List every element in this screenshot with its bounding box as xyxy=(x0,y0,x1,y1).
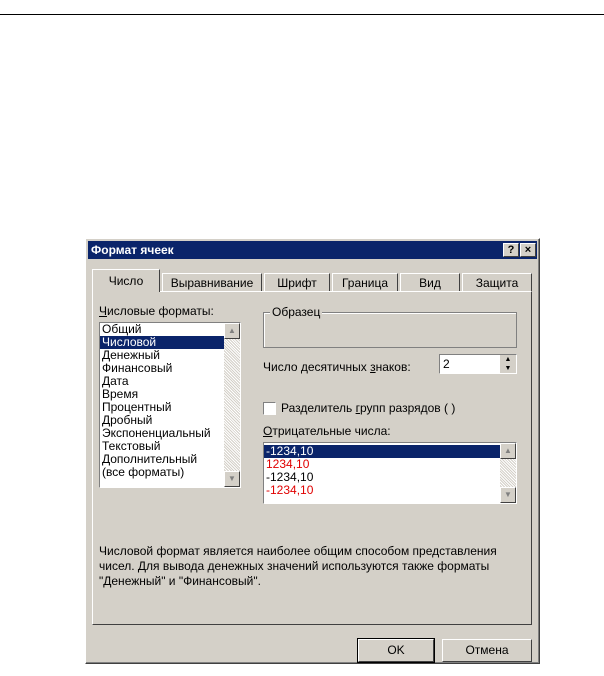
ok-button[interactable]: OK xyxy=(358,639,434,662)
sample-group xyxy=(263,305,517,348)
top-rule xyxy=(0,14,604,15)
list-item[interactable]: Числовой xyxy=(100,336,224,349)
tab-strip xyxy=(92,269,532,291)
triangle-down-icon: ▼ xyxy=(504,490,512,499)
dialog-title: Формат ячеек xyxy=(91,243,174,257)
tab-label: Вид xyxy=(419,276,441,290)
negative-numbers-items xyxy=(264,445,500,497)
list-item[interactable]: Финансовый xyxy=(102,361,173,375)
number-formats-list[interactable] xyxy=(99,322,241,488)
help-icon: ? xyxy=(507,244,515,256)
label-accel: г xyxy=(355,401,360,415)
list-item[interactable]: Дополнительный xyxy=(102,452,198,466)
tab-label: Выравнивание xyxy=(170,276,254,290)
label-text: Число десятичных xyxy=(263,360,371,374)
close-icon: × xyxy=(524,244,532,256)
close-button[interactable] xyxy=(520,243,536,257)
format-description: Числовой формат является наиболее общим способом представления чисел. Для вывода денежных значений используются также форматы "Денежный" и "Финансовый". xyxy=(99,544,497,588)
separator-checkbox[interactable] xyxy=(263,402,276,415)
titlebar[interactable] xyxy=(88,241,537,259)
triangle-down-icon: ▼ xyxy=(504,365,512,372)
sample-label: Образец xyxy=(272,305,321,319)
negative-numbers-list[interactable] xyxy=(263,442,517,504)
decimals-value: 2 xyxy=(443,357,450,371)
negative-numbers-scrollbar[interactable] xyxy=(500,443,516,503)
label-text: исловые форматы: xyxy=(107,304,214,318)
triangle-up-icon: ▲ xyxy=(504,356,512,363)
tab-label: Шрифт xyxy=(277,276,317,290)
scroll-up-button[interactable] xyxy=(224,323,240,339)
list-item[interactable]: (все форматы) xyxy=(102,465,185,479)
label-text: рупп разрядов ( ) xyxy=(359,401,456,415)
tab-label: Защита xyxy=(475,276,519,290)
number-formats-items xyxy=(100,323,224,479)
label-accel: О xyxy=(263,424,273,438)
number-tab-panel xyxy=(92,291,532,625)
triangle-up-icon: ▲ xyxy=(228,326,236,335)
scroll-down-button[interactable] xyxy=(224,471,240,487)
label-accel: Ч xyxy=(99,304,107,318)
label-text: наков: xyxy=(375,360,411,374)
list-item[interactable]: Процентный xyxy=(102,400,172,414)
list-item[interactable]: Время xyxy=(102,387,139,401)
list-item[interactable]: -1234,10 xyxy=(264,445,500,458)
format-cells-dialog xyxy=(85,238,540,664)
tab-alignment[interactable] xyxy=(162,273,262,291)
scroll-up-button[interactable] xyxy=(500,443,516,459)
decimals-spinner[interactable] xyxy=(439,354,517,374)
label-text: Разделитель xyxy=(281,401,356,415)
triangle-up-icon: ▲ xyxy=(504,446,512,455)
separator-label xyxy=(281,401,455,415)
help-button[interactable] xyxy=(503,243,519,257)
spin-down-button[interactable] xyxy=(499,364,516,373)
list-item[interactable]: -1234,10 xyxy=(266,483,314,497)
list-item[interactable]: Дата xyxy=(102,374,129,388)
tab-label: Граница xyxy=(341,276,389,290)
number-formats-label xyxy=(99,304,214,318)
number-formats-scrollbar[interactable] xyxy=(224,323,240,487)
list-item[interactable]: 1234,10 xyxy=(266,457,310,471)
tab-patterns[interactable] xyxy=(400,273,460,291)
tab-font[interactable] xyxy=(264,273,330,291)
tab-protection[interactable] xyxy=(462,273,532,291)
decimals-label xyxy=(263,360,411,374)
cancel-button[interactable]: Отмена xyxy=(442,639,532,662)
tab-border[interactable] xyxy=(332,273,398,291)
triangle-down-icon: ▼ xyxy=(228,474,236,483)
list-item[interactable]: Денежный xyxy=(102,348,160,362)
spin-up-button[interactable] xyxy=(499,355,516,364)
label-accel: з xyxy=(370,360,376,374)
list-item[interactable]: Экспоненциальный xyxy=(102,426,211,440)
tab-number[interactable] xyxy=(92,269,160,292)
scroll-down-button[interactable] xyxy=(500,487,516,503)
list-item[interactable]: Общий xyxy=(102,322,142,336)
list-item[interactable]: -1234,10 xyxy=(266,470,314,484)
list-item[interactable]: Дробный xyxy=(102,413,153,427)
tab-label: Число xyxy=(108,274,144,288)
label-text: трицательные числа: xyxy=(272,424,391,438)
negative-numbers-label xyxy=(263,424,391,438)
list-item[interactable]: Текстовый xyxy=(102,439,161,453)
